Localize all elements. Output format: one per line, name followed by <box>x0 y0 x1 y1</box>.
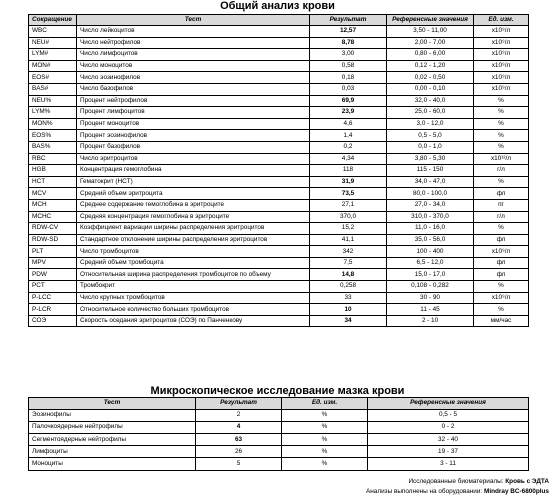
cell-test: Относительная ширина распределения тромбоцитов по объему <box>77 269 310 281</box>
table-row <box>29 26 529 38</box>
table-row <box>29 37 529 49</box>
cell-abbr: NEU# <box>29 37 77 49</box>
cell-unit: % <box>474 130 529 142</box>
table-row <box>29 107 529 119</box>
biomaterial-value: Кровь с ЭДТА <box>505 478 549 485</box>
cell-test: Процент нейтрофилов <box>77 95 310 107</box>
cell-test: Среднее содержание гемоглобина в эритроците <box>77 199 310 211</box>
micro-cell-unit: % <box>282 433 368 445</box>
header-abbr: Сокращение <box>29 15 77 26</box>
micro-cell-result: 4 <box>196 421 282 433</box>
micro-header-unit: Ед. изм. <box>282 398 368 410</box>
cell-test: Средняя концентрация гемоглобина в эритроците <box>77 211 310 223</box>
cell-unit: % <box>474 281 529 293</box>
cell-unit: х10⁹/л <box>474 37 529 49</box>
micro-table-row <box>29 409 529 421</box>
header-test: Тест <box>77 15 310 26</box>
cell-abbr: EOS# <box>29 72 77 84</box>
cell-abbr: СОЭ <box>29 315 77 327</box>
micro-table-row <box>29 433 529 445</box>
micro-header-reference: Референсные значения <box>368 398 529 410</box>
micro-header-row <box>29 398 529 410</box>
cell-test: Относительное количество больших тромбоцитов <box>77 304 310 316</box>
table-row <box>29 118 529 130</box>
cell-result: 342 <box>310 246 387 258</box>
micro-cell-test: Сегментоядерные нейтрофилы <box>29 433 196 445</box>
cell-reference: 310,0 - 370,0 <box>387 211 474 223</box>
table-row <box>29 211 529 223</box>
micro-cell-reference: 0 - 2 <box>368 421 529 433</box>
cell-reference: 11,0 - 16,0 <box>387 223 474 235</box>
blood-test-table <box>28 14 529 327</box>
cell-result: 23,9 <box>310 107 387 119</box>
micro-cell-reference: 32 - 40 <box>368 433 529 445</box>
cell-result: 73,5 <box>310 188 387 200</box>
cell-result: 4,34 <box>310 153 387 165</box>
biomaterial-label: Исследованные биоматериалы: <box>408 478 504 485</box>
table-row <box>29 49 529 61</box>
cell-reference: 0,80 - 6,00 <box>387 49 474 61</box>
table-row <box>29 176 529 188</box>
cell-abbr: HGB <box>29 165 77 177</box>
cell-reference: 34,0 - 47,0 <box>387 176 474 188</box>
table-row <box>29 292 529 304</box>
cell-unit: х10¹²/л <box>474 153 529 165</box>
cell-abbr: LYM# <box>29 49 77 61</box>
micro-cell-result: 5 <box>196 458 282 470</box>
cell-test: Скорость оседания эритроцитов (СОЭ) по Панченкову <box>77 315 310 327</box>
micro-cell-test: Эозинофилы <box>29 409 196 421</box>
cell-abbr: BAS% <box>29 141 77 153</box>
cell-abbr: MON# <box>29 60 77 72</box>
table-row <box>29 315 529 327</box>
cell-reference: 11 - 45 <box>387 304 474 316</box>
cell-reference: 30 - 90 <box>387 292 474 304</box>
micro-cell-result: 26 <box>196 446 282 458</box>
cell-reference: 2,00 - 7,00 <box>387 37 474 49</box>
micro-header-test: Тест <box>29 398 196 410</box>
table-row <box>29 199 529 211</box>
cell-abbr: HCT <box>29 176 77 188</box>
cell-abbr: RBC <box>29 153 77 165</box>
cell-test: Процент лимфоцитов <box>77 107 310 119</box>
cell-test: Число моноцитов <box>77 60 310 72</box>
cell-result: 7,5 <box>310 257 387 269</box>
micro-cell-result: 63 <box>196 433 282 445</box>
micro-cell-test: Лимфоциты <box>29 446 196 458</box>
cell-test: Число лимфоцитов <box>77 49 310 61</box>
cell-result: 118 <box>310 165 387 177</box>
cell-result: 0,2 <box>310 141 387 153</box>
cell-result: 10 <box>310 304 387 316</box>
table-row <box>29 72 529 84</box>
micro-cell-test: Моноциты <box>29 458 196 470</box>
micro-title: Микроскопическое исследование мазка крови <box>150 385 405 397</box>
cell-test: Стандартное отклонение ширины распределения эритроцитов <box>77 234 310 246</box>
cell-unit: % <box>474 304 529 316</box>
cell-test: Процент базофилов <box>77 141 310 153</box>
cell-reference: 0,12 - 1,20 <box>387 60 474 72</box>
table-row <box>29 60 529 72</box>
cell-result: 31,9 <box>310 176 387 188</box>
header-unit: Ед. изм. <box>474 15 529 26</box>
table-row <box>29 223 529 235</box>
cell-unit: % <box>474 141 529 153</box>
cell-unit: г/л <box>474 211 529 223</box>
cell-test: Средний объем тромбоцита <box>77 257 310 269</box>
cell-abbr: WBC <box>29 26 77 38</box>
cell-result: 8,78 <box>310 37 387 49</box>
cell-reference: 0,02 - 0,50 <box>387 72 474 84</box>
cell-unit: г/л <box>474 165 529 177</box>
micro-table-body <box>29 409 529 470</box>
cell-test: Число нейтрофилов <box>77 37 310 49</box>
cell-unit: х10⁹/л <box>474 49 529 61</box>
table-row <box>29 269 529 281</box>
cell-reference: 15,0 - 17,0 <box>387 269 474 281</box>
cell-abbr: MCHC <box>29 211 77 223</box>
biomaterial-line <box>408 477 549 486</box>
cell-result: 4,6 <box>310 118 387 130</box>
cell-test: Число базофилов <box>77 83 310 95</box>
cell-unit: х10⁹/л <box>474 26 529 38</box>
cell-abbr: MPV <box>29 257 77 269</box>
micro-cell-unit: % <box>282 421 368 433</box>
cell-unit: х10⁹/л <box>474 72 529 84</box>
cell-result: 0,58 <box>310 60 387 72</box>
table-header-row <box>29 15 529 26</box>
micro-cell-result: 2 <box>196 409 282 421</box>
cell-unit: х10⁹/л <box>474 246 529 258</box>
cell-test: Процент эозинофилов <box>77 130 310 142</box>
page-title: Общий анализ крови <box>220 0 335 12</box>
table-body <box>29 26 529 327</box>
table-row <box>29 165 529 177</box>
cell-result: 0,18 <box>310 72 387 84</box>
micro-header-result: Результат <box>196 398 282 410</box>
cell-result: 69,9 <box>310 95 387 107</box>
cell-reference: 3,50 - 11,00 <box>387 26 474 38</box>
cell-reference: 2 - 10 <box>387 315 474 327</box>
cell-result: 33 <box>310 292 387 304</box>
table-row <box>29 234 529 246</box>
cell-test: Тромбокрит <box>77 281 310 293</box>
cell-reference: 100 - 400 <box>387 246 474 258</box>
cell-abbr: BAS# <box>29 83 77 95</box>
cell-test: Процент моноцитов <box>77 118 310 130</box>
cell-test: Число крупных тромбоцитов <box>77 292 310 304</box>
cell-reference: 3,0 - 12,0 <box>387 118 474 130</box>
equipment-line <box>366 487 549 496</box>
cell-abbr: EOS% <box>29 130 77 142</box>
cell-unit: фл <box>474 269 529 281</box>
table-row <box>29 153 529 165</box>
cell-result: 34 <box>310 315 387 327</box>
cell-unit: фл <box>474 257 529 269</box>
cell-abbr: MON% <box>29 118 77 130</box>
table-row <box>29 83 529 95</box>
table-row <box>29 130 529 142</box>
micro-cell-unit: % <box>282 409 368 421</box>
cell-abbr: PCT <box>29 281 77 293</box>
cell-abbr: MCH <box>29 199 77 211</box>
cell-unit: пг <box>474 199 529 211</box>
cell-reference: 80,0 - 100,0 <box>387 188 474 200</box>
cell-test: Число тромбоцитов <box>77 246 310 258</box>
equipment-value: Mindray BC-6800plus <box>484 488 549 495</box>
cell-reference: 115 - 150 <box>387 165 474 177</box>
micro-table-row <box>29 446 529 458</box>
cell-abbr: MCV <box>29 188 77 200</box>
cell-result: 12,57 <box>310 26 387 38</box>
cell-unit: х10⁹/л <box>474 83 529 95</box>
table-row <box>29 304 529 316</box>
cell-unit: х10⁹/л <box>474 60 529 72</box>
cell-unit: фл <box>474 234 529 246</box>
cell-result: 0,258 <box>310 281 387 293</box>
cell-unit: % <box>474 223 529 235</box>
cell-unit: мм/час <box>474 315 529 327</box>
cell-result: 14,8 <box>310 269 387 281</box>
cell-abbr: NEU% <box>29 95 77 107</box>
cell-abbr: PDW <box>29 269 77 281</box>
micro-cell-unit: % <box>282 458 368 470</box>
header-result: Результат <box>310 15 387 26</box>
cell-abbr: LYM% <box>29 107 77 119</box>
cell-result: 27,1 <box>310 199 387 211</box>
cell-reference: 27,0 - 34,0 <box>387 199 474 211</box>
cell-result: 41,1 <box>310 234 387 246</box>
header-reference: Референсные значения <box>387 15 474 26</box>
cell-unit: % <box>474 95 529 107</box>
micro-cell-test: Палочкоядерные нейтрофилы <box>29 421 196 433</box>
cell-reference: 6,5 - 12,0 <box>387 257 474 269</box>
cell-reference: 25,0 - 60,0 <box>387 107 474 119</box>
cell-abbr: PLT <box>29 246 77 258</box>
cell-test: Концентрация гемоглобина <box>77 165 310 177</box>
cell-abbr: RDW-SD <box>29 234 77 246</box>
cell-unit: % <box>474 176 529 188</box>
cell-unit: фл <box>474 188 529 200</box>
cell-test: Число эозинофилов <box>77 72 310 84</box>
cell-reference: 35,0 - 56,0 <box>387 234 474 246</box>
cell-test: Коэффициент вариации ширины распределения эритроцитов <box>77 223 310 235</box>
table-row <box>29 246 529 258</box>
cell-reference: 0,00 - 0,10 <box>387 83 474 95</box>
cell-abbr: P-LCR <box>29 304 77 316</box>
cell-result: 370,0 <box>310 211 387 223</box>
micro-cell-reference: 19 - 37 <box>368 446 529 458</box>
cell-result: 1,4 <box>310 130 387 142</box>
micro-table-row <box>29 421 529 433</box>
cell-reference: 32,0 - 40,0 <box>387 95 474 107</box>
cell-test: Гематокрит (HCT) <box>77 176 310 188</box>
micro-cell-reference: 3 - 11 <box>368 458 529 470</box>
cell-test: Средний объем эритроцита <box>77 188 310 200</box>
cell-unit: х10⁹/л <box>474 292 529 304</box>
cell-result: 3,00 <box>310 49 387 61</box>
micro-cell-unit: % <box>282 446 368 458</box>
cell-reference: 0,0 - 1,0 <box>387 141 474 153</box>
cell-test: Число лейкоцитов <box>77 26 310 38</box>
table-row <box>29 257 529 269</box>
micro-table-row <box>29 458 529 470</box>
table-row <box>29 95 529 107</box>
cell-result: 15,2 <box>310 223 387 235</box>
cell-test: Число эритроцитов <box>77 153 310 165</box>
table-row <box>29 188 529 200</box>
equipment-label: Анализы выполнены на оборудовании: <box>366 488 483 495</box>
micro-cell-reference: 0,5 - 5 <box>368 409 529 421</box>
table-row <box>29 141 529 153</box>
cell-abbr: P-LCC <box>29 292 77 304</box>
cell-reference: 3,80 - 5,30 <box>387 153 474 165</box>
table-row <box>29 281 529 293</box>
cell-unit: % <box>474 118 529 130</box>
cell-unit: % <box>474 107 529 119</box>
cell-reference: 0,108 - 0,282 <box>387 281 474 293</box>
cell-reference: 0,5 - 5,0 <box>387 130 474 142</box>
cell-result: 0,03 <box>310 83 387 95</box>
microscopy-table <box>28 397 529 471</box>
cell-abbr: RDW-CV <box>29 223 77 235</box>
